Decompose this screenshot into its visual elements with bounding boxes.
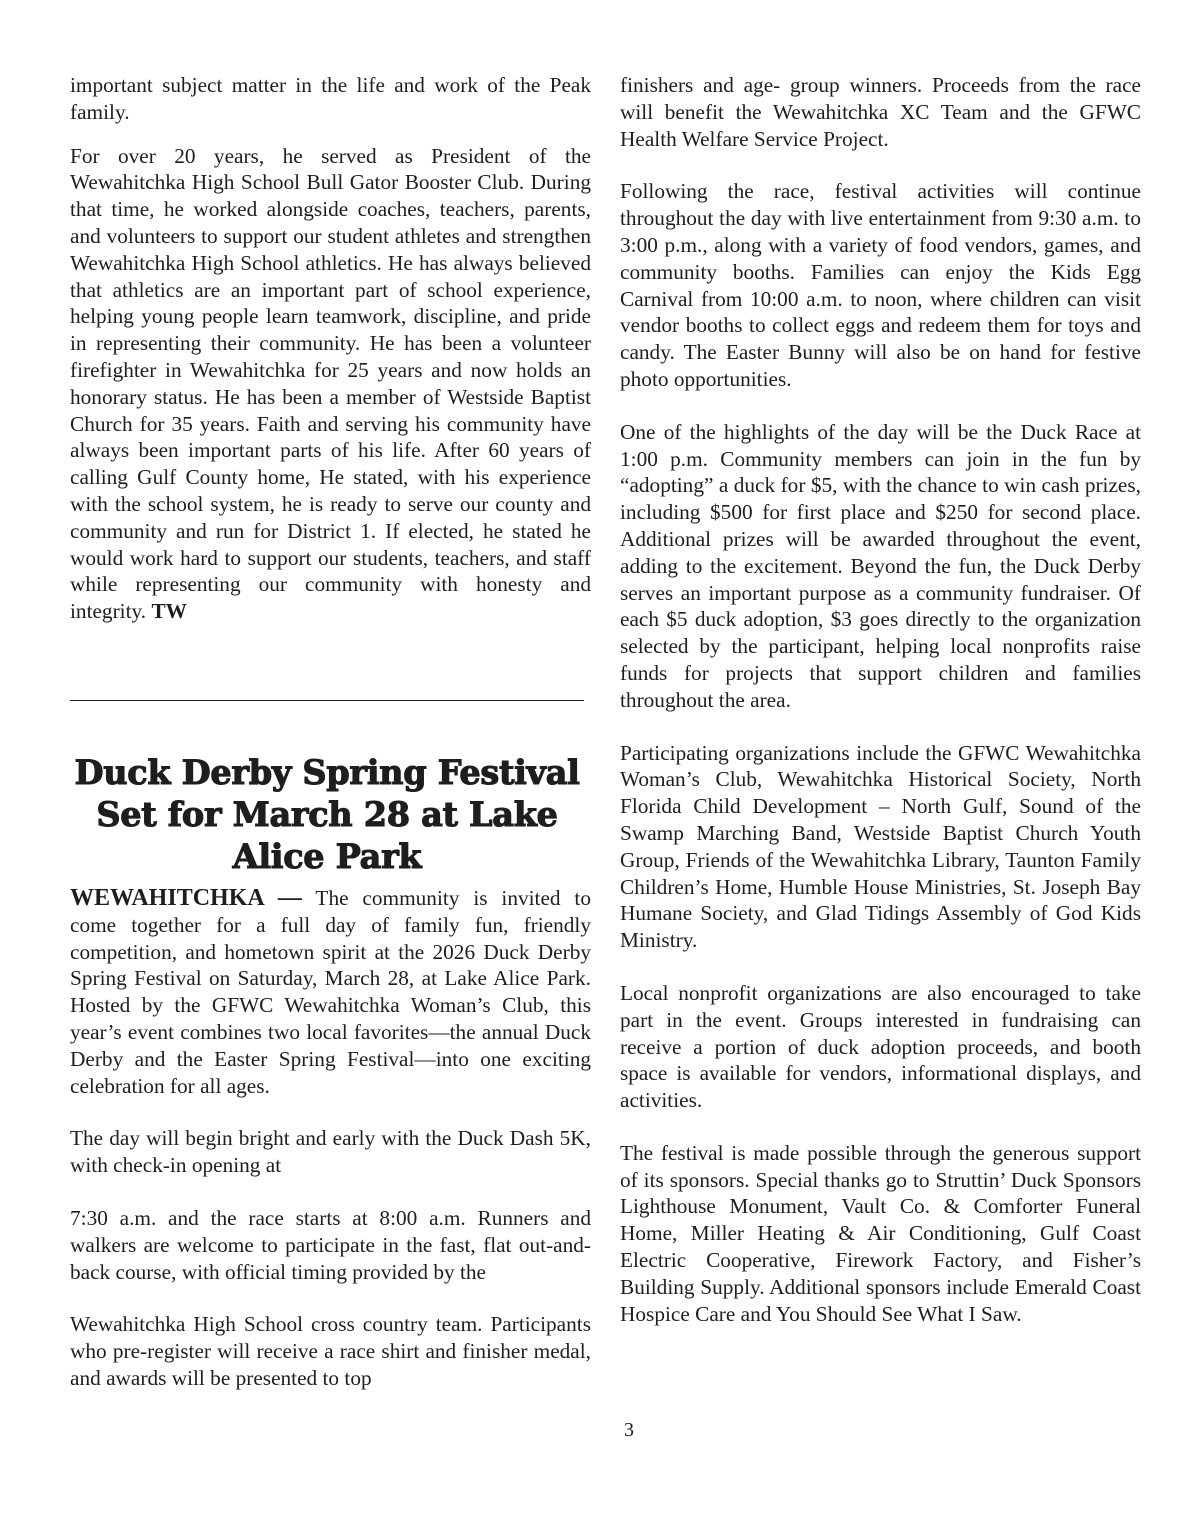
- dateline: WEWAHITCHKA —: [70, 885, 302, 911]
- lead-text: The community is invited to come together for a full day of family fun, friendly competition, and hometown spirit at the 2026 Duck Derby Spring Festival on Saturday, March 28, at Lake Alice Park. Hosted by the GFWC Wewahitchka Woman’s Club, this year’s event combines two local favorites—the annual Duck Derby and the Easter Spring Festival—into one exciting celebration for all ages.: [70, 886, 592, 1098]
- duck-derby-article-left: [70, 885, 591, 1418]
- body-paragraph: Local nonprofit organizations are also encouraged to take part in the event. Groups interested in fundraising can receive a portion of duck adoption proceeds, and booth space is available for vendors, informational displays, and activities.: [620, 980, 1141, 1113]
- previous-article-continuation: [70, 72, 591, 651]
- body-paragraph: finishers and age- group winners. Proceeds from the race will benefit the Wewahitchka XC Team and the GFWC Health Welfare Service Project.: [620, 73, 1141, 151]
- section-divider: [70, 700, 584, 701]
- body-paragraph: 7:30 a.m. and the race starts at 8:00 a.m. Runners and walkers are welcome to participate in the fast, flat out-and-back course, with official timing provided by the: [70, 1205, 591, 1284]
- body-text: For over 20 years, he served as President of the Wewahitchka High School Bull Gator Booster Club. During that time, he worked alongside coaches, teachers, parents, and volunteers to support our student athletes and strengthen Wewahitchka High School athletics. He has always believed that athletics are an important part of school experience, helping young people learn teamwork, discipline, and pride in representing their community. He has been a volunteer firefighter in Wewahitchka for 25 years and now holds an honorary status. He has been a member of Westside Baptist Church for 35 years. Faith and serving his community have always been important parts of his life. After 60 years of calling Gulf County home, He stated, with his experience with the school system, he is ready to serve our county and community and run for District 1. If elected, he stated he would work hard to support our students, teachers, and staff while representing our community with honesty and integrity.: [70, 143, 591, 624]
- body-paragraph: Following the race, festival activities will continue throughout the day with live entertainment from 9:30 a.m. to 3:00 p.m., along with a variety of food vendors, games, and community booths. Families can enjoy the Kids Egg Carnival from 10:00 a.m. to noon, where children can visit vendor booths to collect eggs and redeem them for toys and candy. The Easter Bunny will also be on hand for festive photo opportunities.: [620, 179, 1141, 391]
- body-paragraph: One of the highlights of the day will be the Duck Race at 1:00 p.m. Community members can join in the fun by “adopting” a duck for $5, with the chance to win cash prizes, including $500 for first place and $250 for second place. Additional prizes will be awarded throughout the event, adding to the excitement. Beyond the fun, the Duck Derby serves an important purpose as a community fundraiser. Of each $5 duck adoption, $3 goes directly to the organization selected by the participant, helping local nonprofits raise funds for projects that support children and families throughout the area.: [620, 419, 1141, 712]
- body-paragraph: Wewahitchka High School cross country team. Participants who pre-register will receive a race shirt and finisher medal, and awards will be presented to top: [70, 1312, 591, 1390]
- page-number: 3: [624, 1419, 634, 1441]
- body-paragraph: Participating organizations include the GFWC Wewahitchka Woman’s Club, Wewahitchka Historical Society, North Florida Child Development – North Gulf, Sound of the Swamp Marching Band, Westside Baptist Church Youth Group, Friends of the Wewahitchka Library, Taunton Family Children’s Home, Humble House Ministries, St. Joseph Bay Humane Society, and Glad Tidings Assembly of God Kids Ministry.: [620, 740, 1141, 953]
- body-paragraph: The festival is made possible through the generous support of its sponsors. Special thanks go to Struttin’ Duck Sponsors Lighthouse Monument, Vault Co. & Comforter Funeral Home, Miller Heating & Air Conditioning, Gulf Coast Electric Cooperative, Firework Factory, and Fisher’s Building Supply. Additional sponsors include Emerald Coast Hospice Care and You Should See What I Saw.: [620, 1140, 1141, 1326]
- author-signoff: TW: [151, 599, 187, 624]
- duck-derby-article-right: [620, 72, 1141, 1353]
- article-headline: Duck Derby Spring Festival Set for March 28 at Lake Alice Park: [74, 753, 580, 877]
- lead-paragraph: [70, 885, 591, 1099]
- body-paragraph: The day will begin bright and early with the Duck Dash 5K, with check-in opening at: [70, 1126, 591, 1178]
- body-paragraph: important subject matter in the life and work of the Peak family.: [70, 73, 591, 124]
- body-paragraph: [70, 143, 591, 625]
